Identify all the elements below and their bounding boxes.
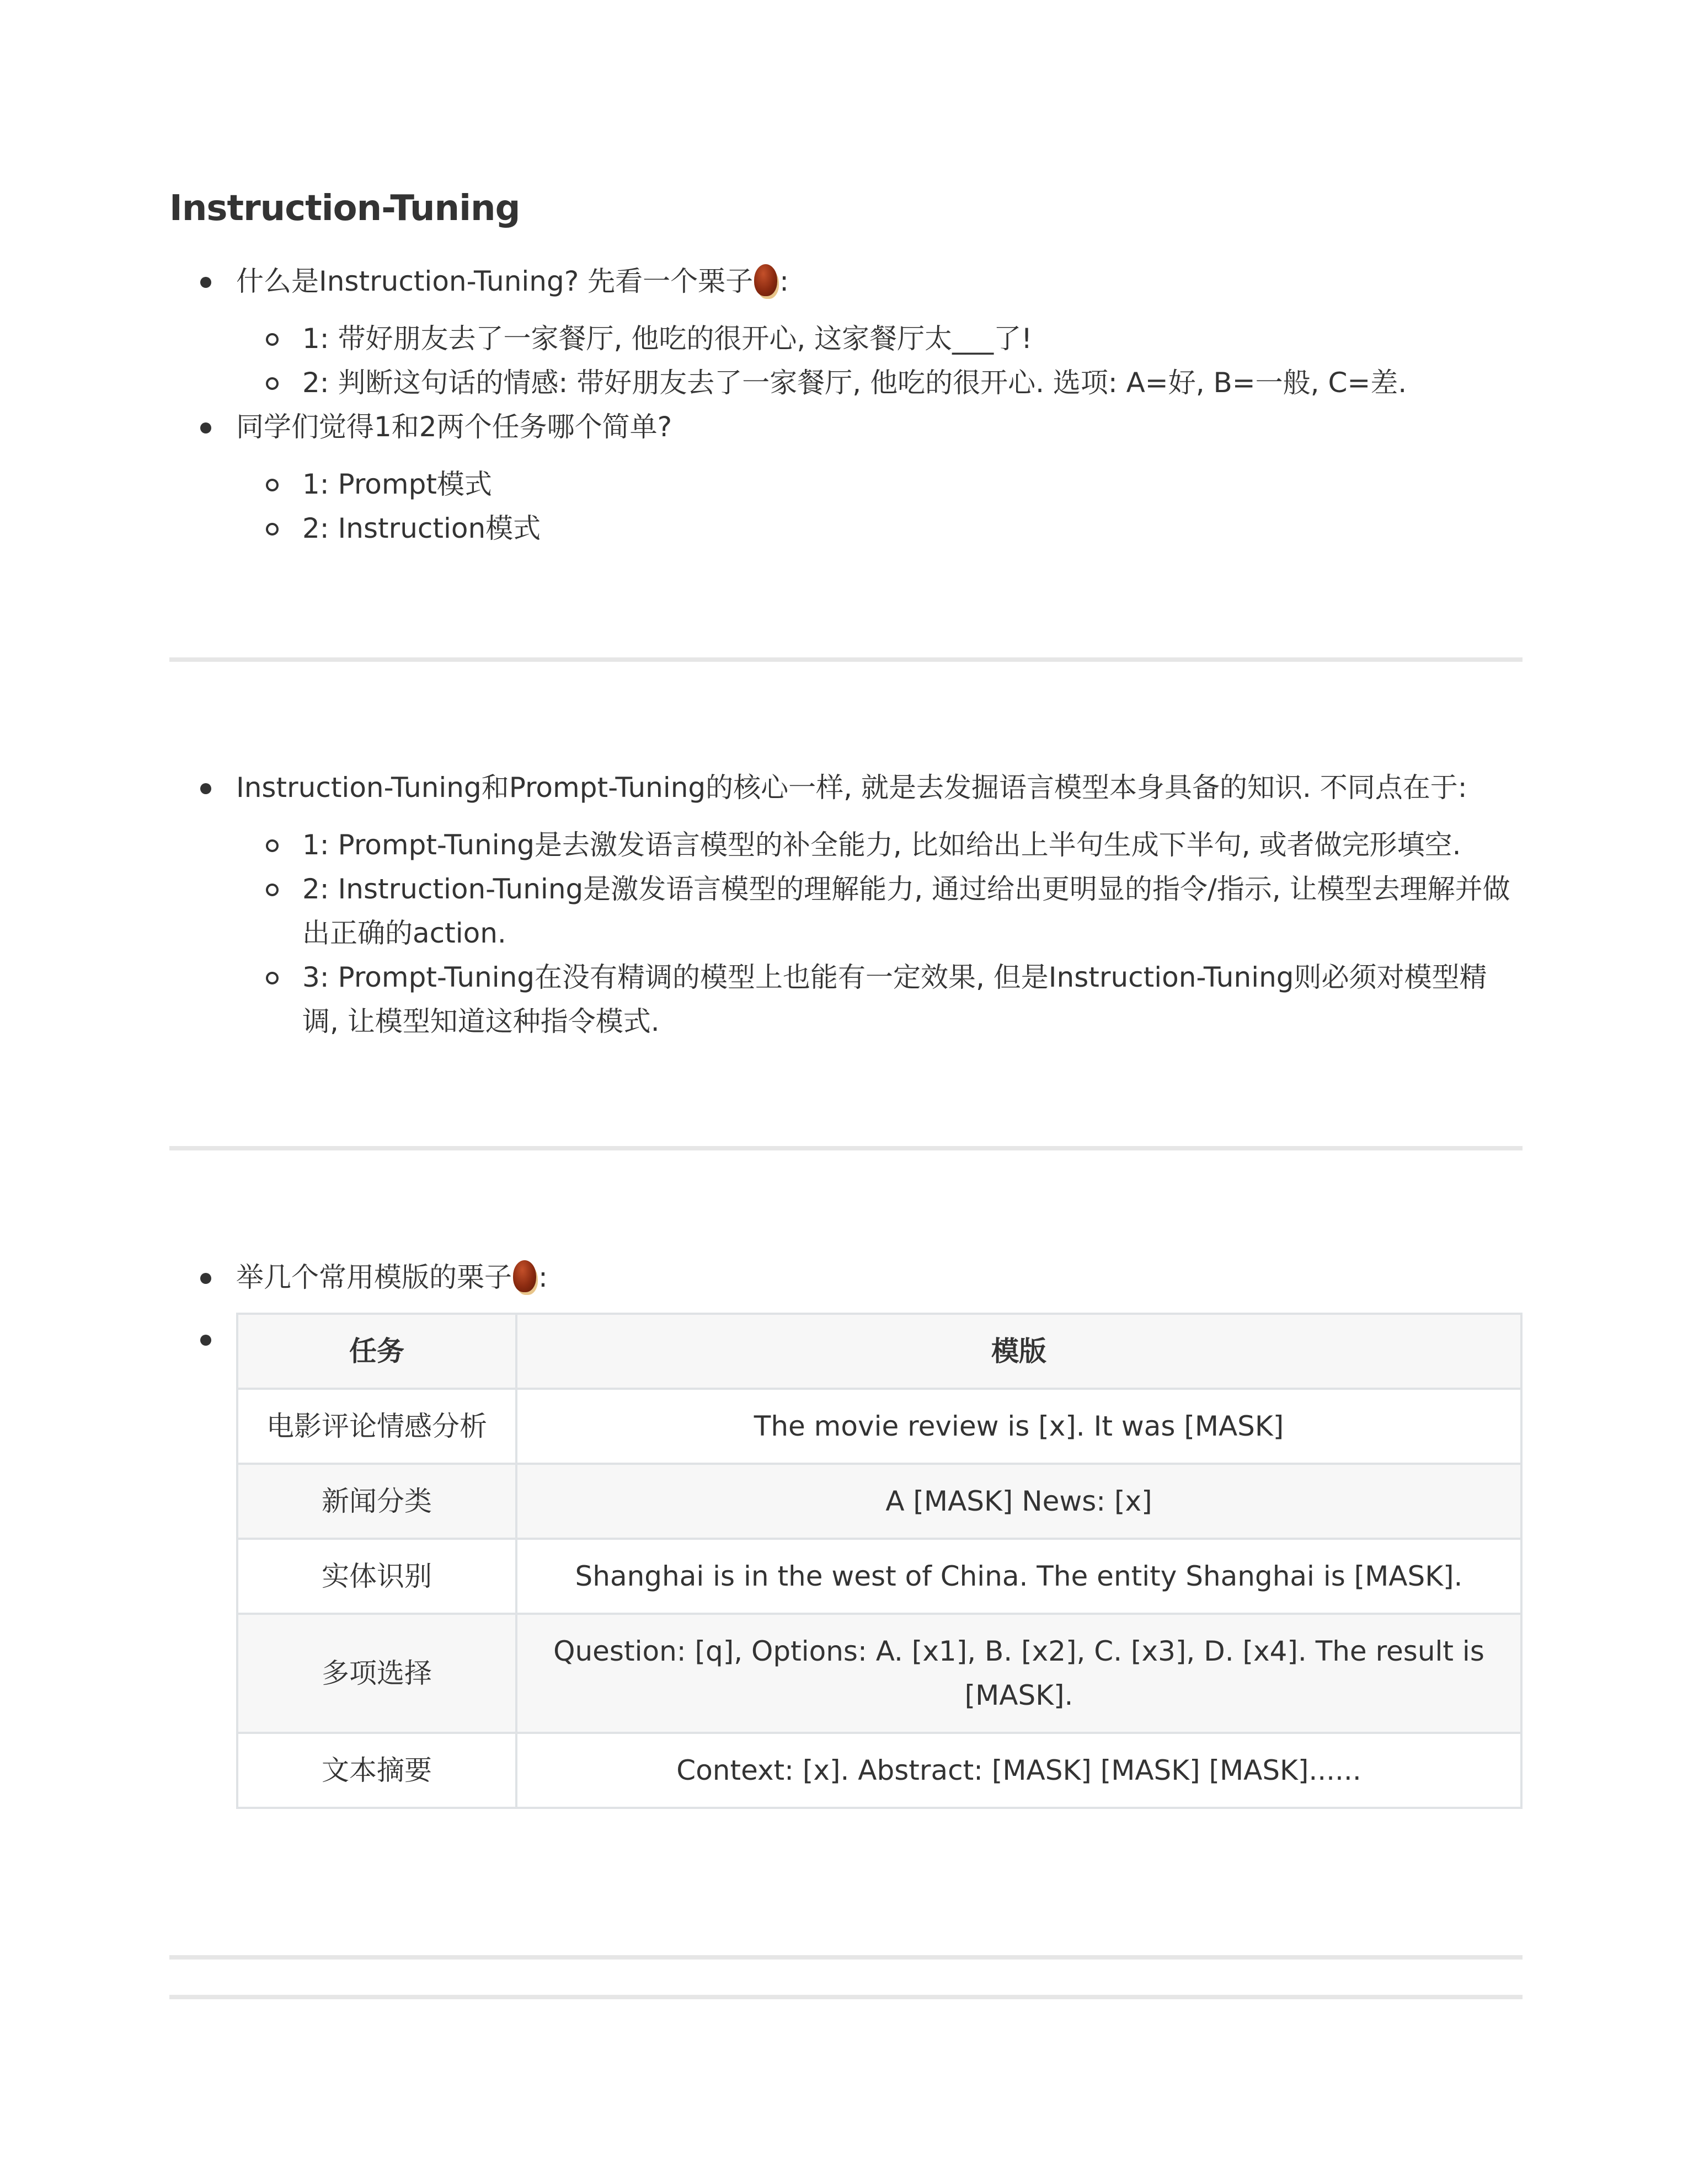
section-example [169, 259, 1523, 550]
sub-list-item: 1: 带好朋友去了一家餐厅, 他吃的很开心, 这家餐厅太___了! [169, 317, 1523, 361]
sub-list-item: 1: Prompt-Tuning是去激发语言模型的补全能力, 比如给出上半句生成下半句, 或者做完形填空. [169, 823, 1523, 867]
list-item: 同学们觉得1和2两个任务哪个简单? [169, 405, 1523, 449]
cell-template: Context: [x]. Abstract: [MASK] [MASK] [MASK]...... [516, 1733, 1521, 1808]
sub-list-item: 2: 判断这句话的情感: 带好朋友去了一家餐厅, 他吃的很开心. 选项: A=好, B=一般, C=差. [169, 361, 1523, 405]
table-row [237, 1389, 1521, 1464]
sub-list-item: 3: Prompt-Tuning在没有精调的模型上也能有一定效果, 但是Instruction-Tuning则必须对模型精调, 让模型知道这种指令模式. [169, 955, 1523, 1043]
list-item [169, 1313, 1523, 1809]
horizontal-rule [169, 657, 1523, 662]
sub-list-item: 2: Instruction-Tuning是激发语言模型的理解能力, 通过给出更明显的指令/指示, 让模型去理解并做出正确的action. [169, 867, 1523, 955]
table-header-row [237, 1314, 1521, 1389]
table-row [237, 1614, 1521, 1733]
horizontal-rule [169, 1146, 1523, 1150]
sub-list-item: 1: Prompt模式 [169, 462, 1523, 506]
cell-task: 电影评论情感分析 [237, 1389, 516, 1464]
templates-table [236, 1313, 1523, 1809]
cell-task: 文本摘要 [237, 1733, 516, 1808]
section-templates [169, 1255, 1523, 1809]
header-task: 任务 [237, 1314, 516, 1389]
cell-template: Question: [q], Options: A. [x1], B. [x2], C. [x3], D. [x4]. The result is [MASK]. [516, 1614, 1521, 1733]
horizontal-rule [169, 1955, 1523, 1960]
table-row [237, 1464, 1521, 1539]
cell-template: The movie review is [x]. It was [MASK] [516, 1389, 1521, 1464]
horizontal-rule [169, 1995, 1523, 1999]
table-row [237, 1539, 1521, 1614]
cell-task: 新闻分类 [237, 1464, 516, 1539]
list-item: Instruction-Tuning和Prompt-Tuning的核心一样, 就是去发掘语言模型本身具备的知识. 不同点在于: [169, 766, 1523, 810]
section-comparison [169, 766, 1523, 1043]
list-item: 什么是Instruction-Tuning? 先看一个栗子 : [169, 259, 1523, 303]
cell-template: Shanghai is in the west of China. The entity Shanghai is [MASK]. [516, 1539, 1521, 1614]
page-title: Instruction-Tuning [169, 188, 520, 229]
list-item: 举几个常用模版的栗子 : [169, 1255, 1523, 1299]
header-template: 模版 [516, 1314, 1521, 1389]
table-row [237, 1733, 1521, 1808]
cell-task: 多项选择 [237, 1614, 516, 1733]
chestnut-icon [513, 1260, 536, 1292]
cell-template: A [MASK] News: [x] [516, 1464, 1521, 1539]
chestnut-icon [754, 264, 777, 296]
cell-task: 实体识别 [237, 1539, 516, 1614]
sub-list-item: 2: Instruction模式 [169, 506, 1523, 550]
